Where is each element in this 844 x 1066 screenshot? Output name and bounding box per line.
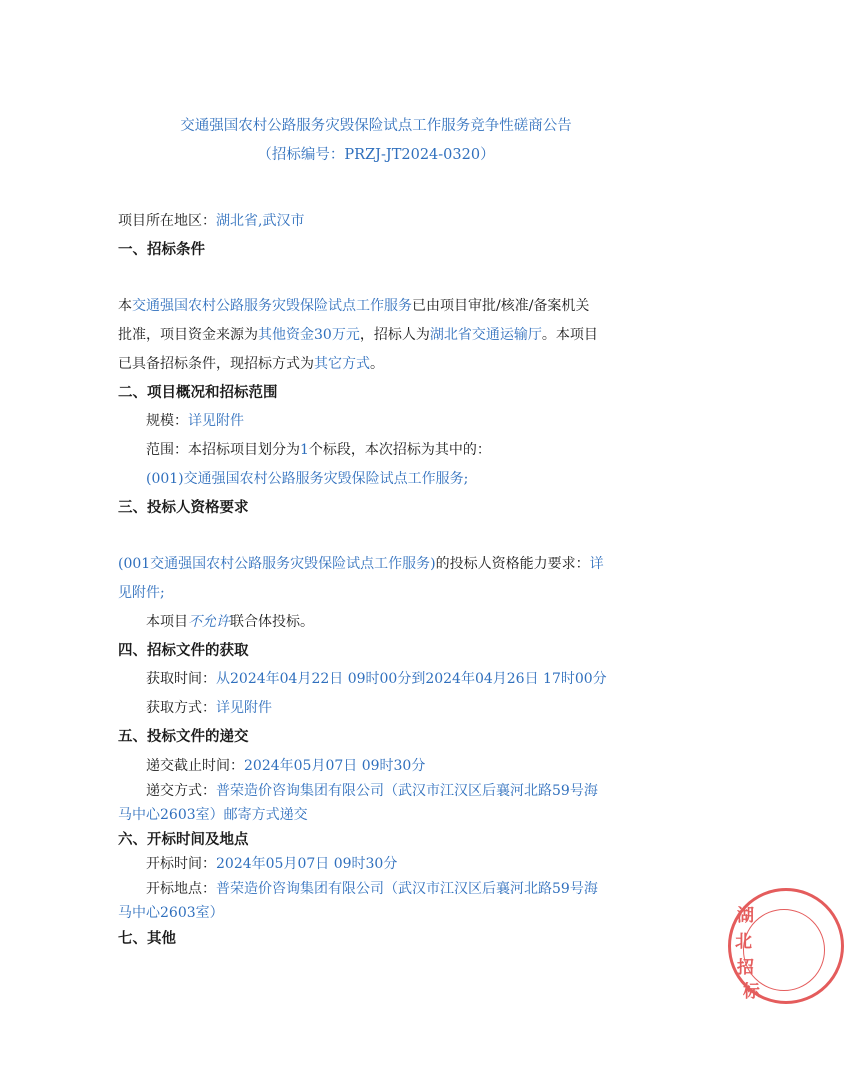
tender-number-code: PRZJ-JT2024-0320 (344, 147, 481, 163)
scope-text: 个标段，本次招标为其中的： (308, 442, 491, 458)
obtain-time-row (146, 669, 607, 689)
obtain-time-value: 从2024年04月22日 09时00分到2024年04月26日 17时00分 (216, 671, 607, 687)
scope-text: 范围：本招标项目划分为 (146, 442, 300, 458)
section-heading-7: 七、其他 (118, 930, 176, 947)
region-label: 项目所在地区： (118, 213, 216, 229)
project-name: 交通强国农村公路服务灾毁保险试点工作服务 (132, 298, 412, 314)
sec1-text: 。 (370, 356, 384, 372)
scale-row (146, 411, 244, 431)
opening-place-row-cont: 马中心2603室） (118, 905, 224, 921)
opening-time-label: 开标时间： (146, 856, 216, 872)
scale-value: 详见附件 (188, 413, 244, 429)
lot-count: 1 (300, 442, 309, 458)
submit-method-value-cont: 马中心2603室） (118, 807, 224, 823)
section-heading-1: 一、招标条件 (118, 241, 205, 258)
opening-time-row (146, 854, 397, 874)
sec1-paragraph-line-1 (118, 296, 589, 316)
sec1-paragraph-line-3 (118, 354, 384, 374)
submit-method-value: 普荣造价咨询集团有限公司（武汉市江汉区后襄河北路59号海 (216, 783, 598, 799)
section-heading-2: 二、项目概况和招标范围 (118, 384, 278, 401)
lot-item: (001)交通强国农村公路服务灾毁保险试点工作服务; (146, 471, 469, 487)
fund-source: 其他资金30万元 (258, 327, 360, 343)
opening-place-row (146, 879, 598, 899)
scope-row (146, 440, 491, 460)
submit-deadline-label: 递交截止时间： (146, 758, 244, 774)
submit-deadline-row (146, 756, 425, 776)
official-seal (728, 888, 844, 1004)
joint-bid-row (146, 612, 314, 632)
region-value: 湖北省,武汉市 (216, 213, 305, 229)
qualification-line-2: 见附件; (118, 585, 165, 601)
joint-bid-text: 本项目 (146, 614, 188, 630)
section-heading-6: 六、开标时间及地点 (118, 831, 249, 848)
qualification-line-1 (118, 554, 604, 574)
section-heading-5: 五、投标文件的递交 (118, 728, 249, 745)
qualification-text: 的投标人资格能力要求： (435, 556, 590, 572)
sec1-text: ，招标人为 (359, 327, 430, 343)
sec1-text: 已具备招标条件，现招标方式为 (118, 356, 314, 372)
joint-bid-value: 不允许 (188, 614, 230, 630)
section-heading-4: 四、招标文件的获取 (118, 642, 249, 659)
sec1-text: 批准，项目资金来源为 (118, 327, 258, 343)
tender-number-suffix: ） (480, 147, 495, 163)
qualification-project: (001交通强国农村公路服务灾毁保险试点工作服务) (118, 556, 436, 572)
tenderer-name: 湖北省交通运输厅 (429, 327, 542, 343)
obtain-method-row (146, 698, 272, 718)
seal-char: 北 (735, 932, 752, 952)
opening-place-value: 普荣造价咨询集团有限公司（武汉市江汉区后襄河北路59号海 (216, 881, 598, 897)
sec1-text: 本 (118, 298, 132, 314)
submit-deadline-value: 2024年05月07日 09时30分 (244, 758, 426, 774)
obtain-method-label: 获取方式： (146, 700, 216, 716)
submit-method-row (146, 781, 598, 801)
section-heading-3: 三、投标人资格要求 (118, 499, 249, 516)
document-title: 交通强国农村公路服务灾毁保险试点工作服务竞争性磋商公告 (180, 118, 572, 134)
opening-time-value: 2024年05月07日 09时30分 (216, 856, 398, 872)
sec1-text: 已由项目审批/核准/备案机关 (412, 298, 590, 314)
seal-char: 标 (743, 982, 760, 1002)
submit-method-label: 递交方式： (146, 783, 216, 799)
scale-label: 规模： (146, 413, 188, 429)
seal-char: 湖 (737, 906, 754, 926)
sec1-text: 。本项目 (541, 327, 598, 343)
tender-number-prefix: （招标编号： (257, 147, 345, 163)
seal-char: 招 (737, 958, 754, 978)
project-region (118, 211, 304, 231)
joint-bid-text: 联合体投标。 (230, 614, 314, 630)
obtain-time-label: 获取时间： (146, 671, 216, 687)
tender-number (0, 145, 752, 165)
tender-method: 其它方式 (314, 356, 370, 372)
submit-method-suffix: 邮寄方式递交 (223, 807, 308, 823)
opening-place-label: 开标地点： (146, 881, 216, 897)
sec1-paragraph-line-2 (118, 325, 598, 345)
submit-method-row-cont (118, 805, 308, 825)
obtain-method-value: 详见附件 (216, 700, 272, 716)
qualification-value: 详 (589, 556, 604, 572)
